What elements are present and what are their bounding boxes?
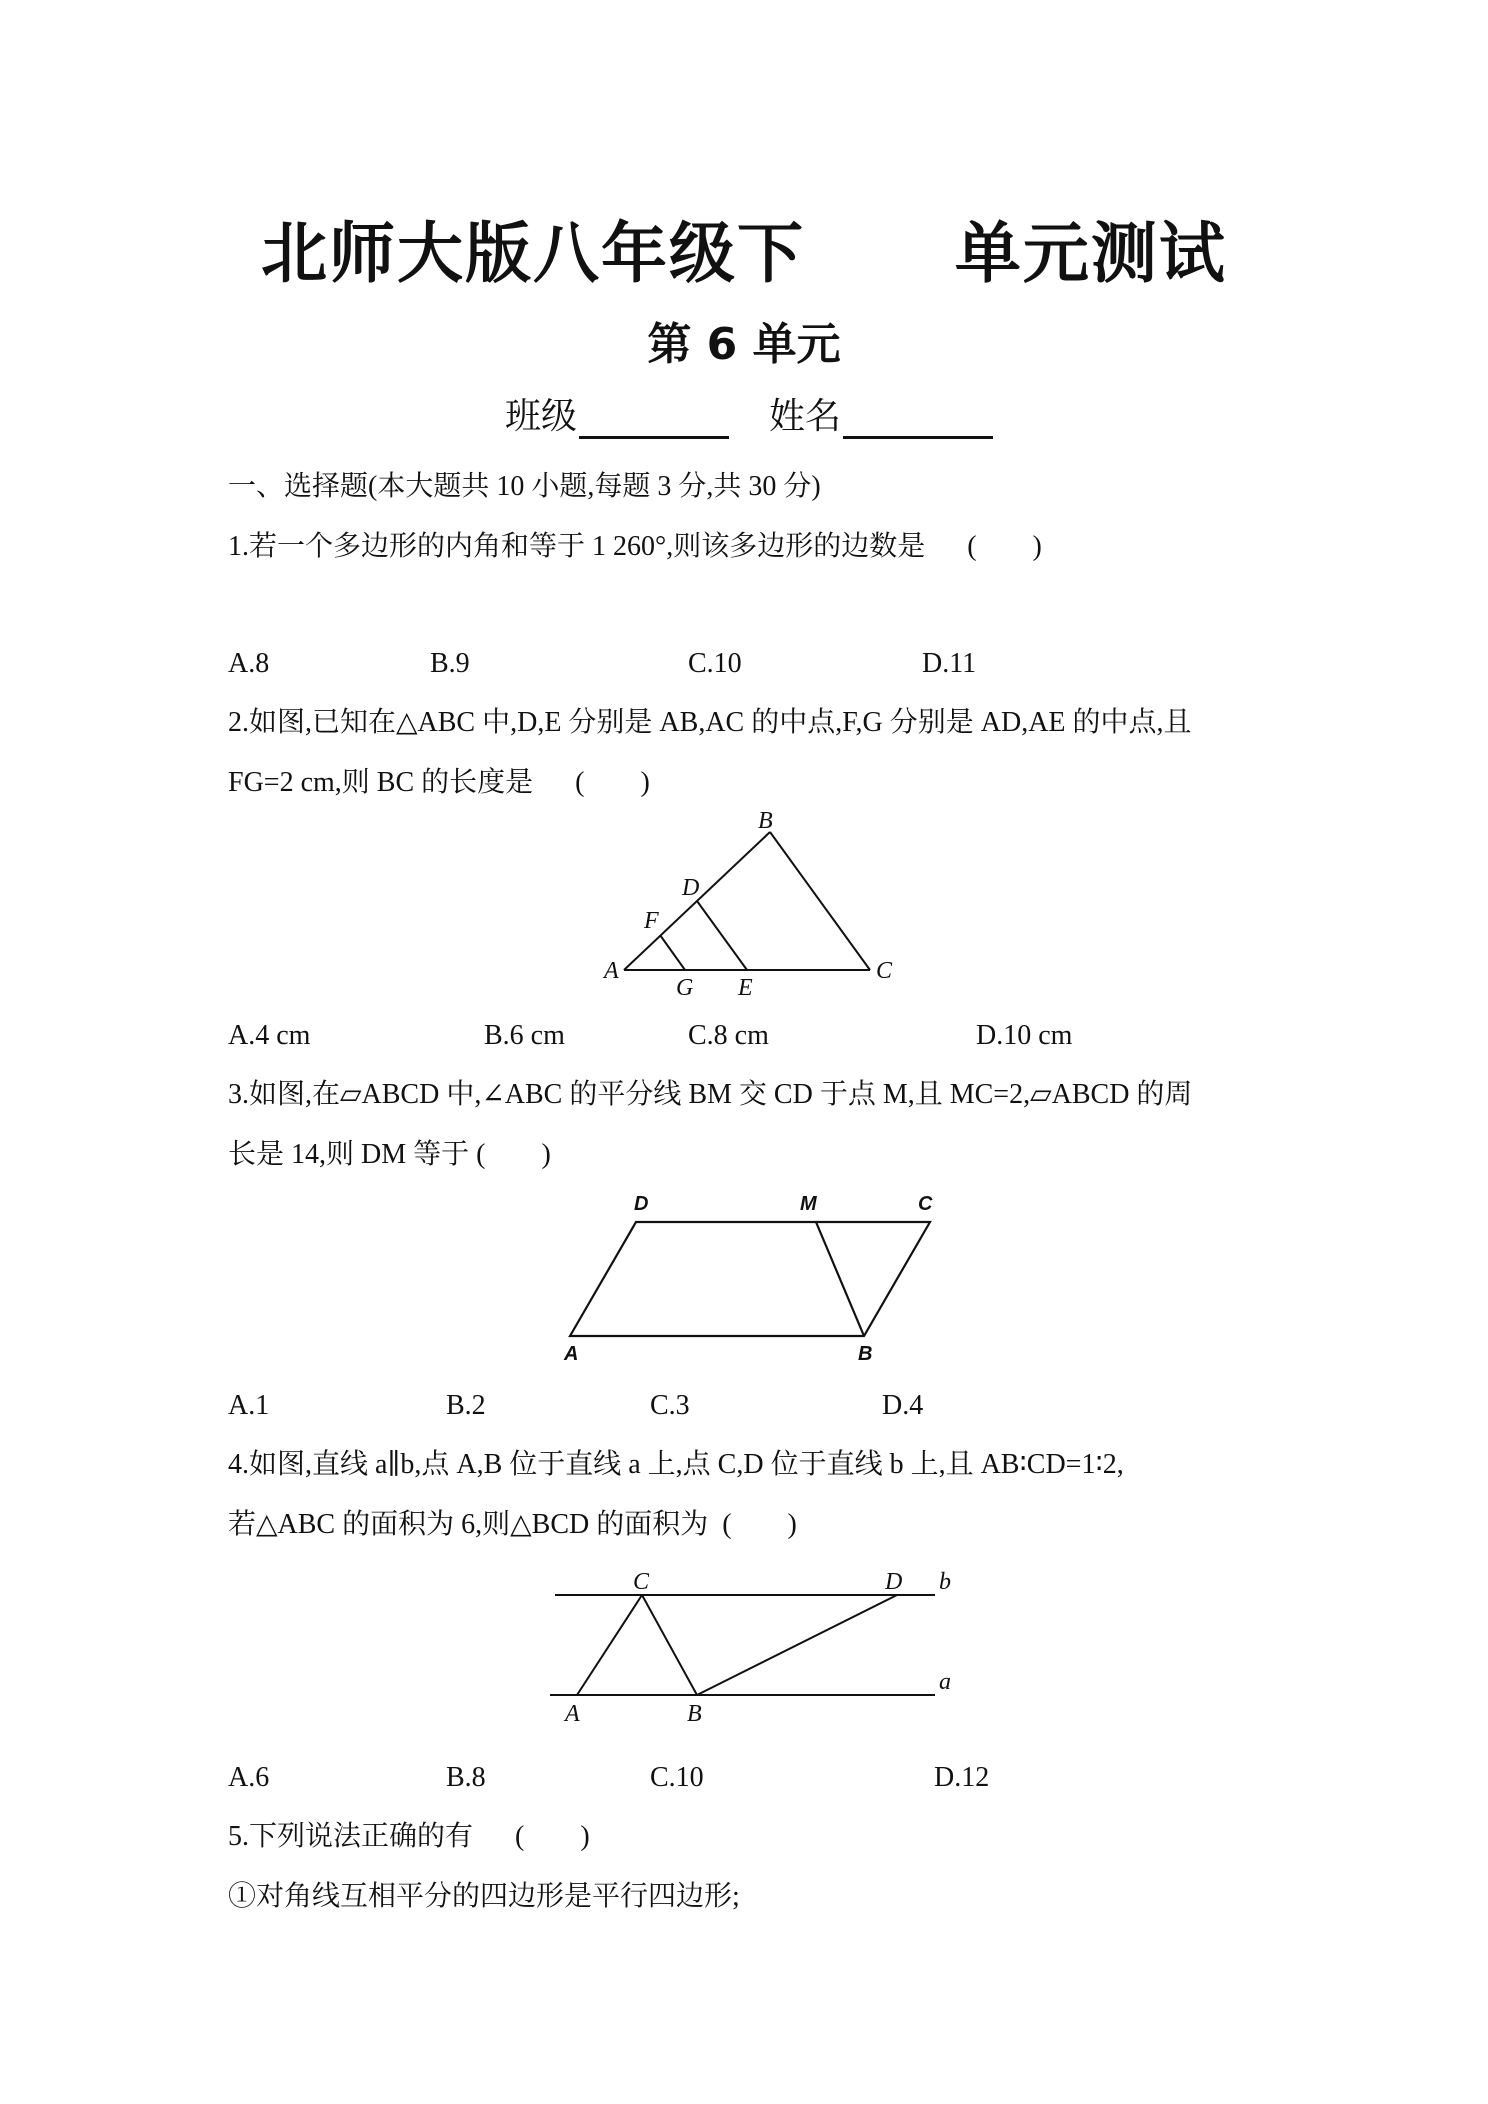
fig4-label-b: B: [687, 1701, 702, 1727]
q1-option-a[interactable]: A.8: [228, 648, 270, 679]
q2-option-d[interactable]: D.10 cm: [976, 1020, 1073, 1051]
q2-option-b[interactable]: B.6 cm: [484, 1020, 565, 1051]
question-1-stem: 1.若一个多边形的内角和等于 1 260°,则该多边形的边数是 ( ): [228, 531, 1042, 562]
fig3-label-d: D: [634, 1193, 649, 1215]
q3-option-c[interactable]: C.3: [650, 1390, 690, 1421]
q1-option-b[interactable]: B.9: [430, 648, 470, 679]
question-2-stem-line2: FG=2 cm,则 BC 的长度是 ( ): [228, 767, 650, 798]
section-heading: 一、选择题(本大题共 10 小题,每题 3 分,共 30 分): [228, 471, 821, 502]
parallelogram-abcd-figure: [560, 1188, 940, 1363]
q1-option-c[interactable]: C.10: [688, 648, 742, 679]
q4-option-b[interactable]: B.8: [446, 1762, 486, 1793]
q2-option-c[interactable]: C.8 cm: [688, 1020, 769, 1051]
fig2-label-f: F: [644, 908, 659, 934]
student-info-fields: [505, 388, 993, 439]
name-blank[interactable]: [843, 398, 993, 439]
fig4-label-d: D: [885, 1569, 903, 1595]
fig3-label-a: A: [564, 1343, 579, 1365]
fig4-label-a: A: [565, 1701, 580, 1727]
fig2-label-a: A: [604, 958, 619, 984]
question-4-stem-line2: 若△ABC 的面积为 6,则△BCD 的面积为 ( ): [228, 1509, 797, 1540]
fig4-label-b-line: b: [939, 1569, 951, 1595]
q3-option-b[interactable]: B.2: [446, 1390, 486, 1421]
fig3-label-c: C: [918, 1193, 933, 1215]
fig2-label-c: C: [876, 958, 893, 984]
class-label: 班级: [505, 396, 578, 437]
q4-option-d[interactable]: D.12: [934, 1762, 990, 1793]
class-blank[interactable]: [579, 398, 729, 439]
fig2-label-d: D: [682, 875, 700, 901]
q2-option-a[interactable]: A.4 cm: [228, 1020, 311, 1051]
fig4-label-c: C: [633, 1569, 650, 1595]
question-2-stem-line1: 2.如图,已知在△ABC 中,D,E 分别是 AB,AC 的中点,F,G 分别是 AD,AE 的中点,且: [228, 707, 1192, 738]
fig2-label-b: B: [758, 808, 773, 834]
unit-subtitle: 第 6 单元: [647, 319, 841, 370]
fig2-label-g: G: [676, 975, 694, 1001]
name-label: 姓名: [769, 396, 842, 437]
q4-option-c[interactable]: C.10: [650, 1762, 704, 1793]
q3-option-d[interactable]: D.4: [882, 1390, 924, 1421]
parallel-lines-figure: [545, 1565, 960, 1725]
question-5-item-1: ①对角线互相平分的四边形是平行四边形;: [228, 1881, 740, 1912]
fig4-label-a-line: a: [939, 1669, 951, 1695]
question-4-stem-line1: 4.如图,直线 a∥b,点 A,B 位于直线 a 上,点 C,D 位于直线 b 上,且 AB∶CD=1∶2,: [228, 1449, 1124, 1480]
question-3-stem-line1: 3.如图,在▱ABCD 中,∠ABC 的平分线 BM 交 CD 于点 M,且 MC=2,▱ABCD 的周: [228, 1079, 1193, 1110]
q4-option-a[interactable]: A.6: [228, 1762, 270, 1793]
triangle-abc-figure: [600, 808, 900, 1001]
fig2-label-e: E: [738, 975, 753, 1001]
question-5-stem: 5.下列说法正确的有 ( ): [228, 1821, 590, 1852]
page-title: 北师大版八年级下 单元测试: [261, 215, 1227, 292]
q1-option-d[interactable]: D.11: [922, 648, 977, 679]
fig3-label-m: M: [800, 1193, 817, 1215]
fig3-label-b: B: [858, 1343, 873, 1365]
question-3-stem-line2: 长是 14,则 DM 等于 ( ): [228, 1139, 551, 1170]
q3-option-a[interactable]: A.1: [228, 1390, 270, 1421]
